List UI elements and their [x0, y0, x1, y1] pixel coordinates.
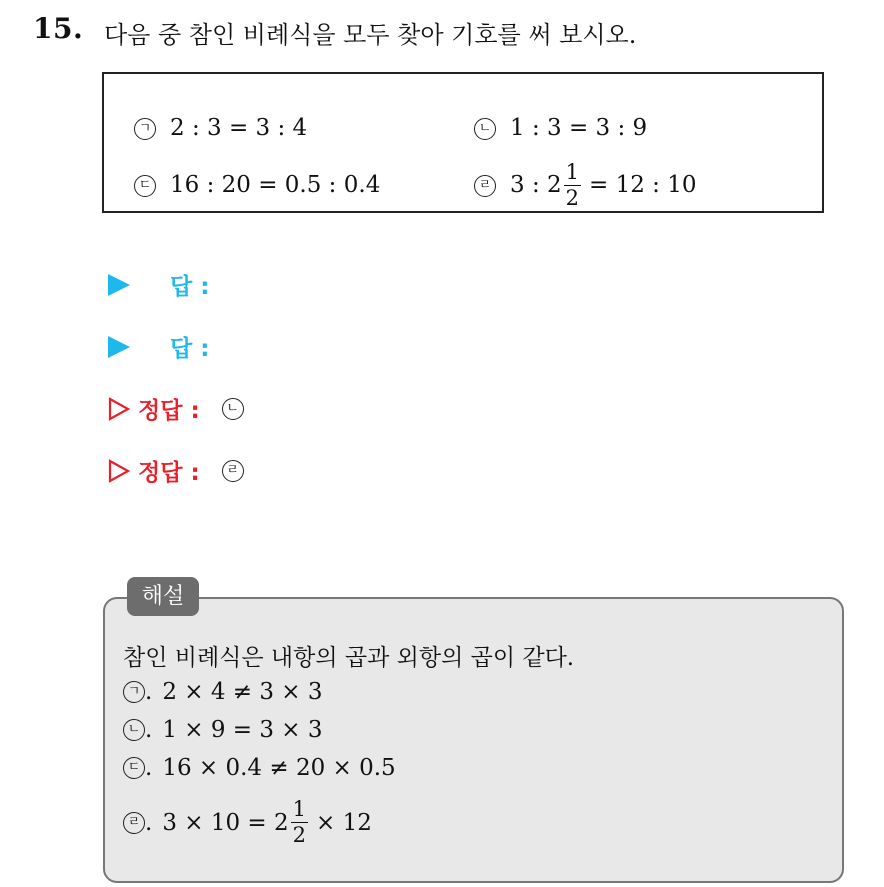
- explanation-expression-prefix: 3 × 10 = 2: [162, 809, 289, 836]
- explanation-expression: 16 × 0.4 ≠ 20 × 0.5: [162, 755, 396, 781]
- choice-2: [474, 117, 647, 140]
- explanation-tag: 해설: [127, 577, 199, 616]
- choice-expression: 16 : 20 = 0.5 : 0.4: [170, 172, 381, 198]
- question-text: 다음 중 참인 비례식을 모두 찾아 기호를 써 보시오.: [104, 21, 637, 49]
- play-arrow-icon: [108, 336, 130, 358]
- correct-answer-marker: ㄹ: [222, 460, 244, 482]
- explanation-line-3: [123, 755, 396, 781]
- choice-3: [134, 174, 380, 197]
- answer-blank-2[interactable]: [108, 330, 209, 363]
- explanation-marker: ㄹ: [123, 812, 145, 834]
- choice-expression-suffix: = 12 : 10: [589, 172, 697, 198]
- correct-answer-1: [108, 392, 244, 425]
- explanation-dot: .: [145, 679, 153, 705]
- explanation-marker: ㄴ: [123, 719, 145, 741]
- explanation-dot: .: [145, 755, 153, 781]
- answer-label: 답 :: [170, 274, 210, 300]
- fraction-denominator: 2: [565, 186, 580, 210]
- mixed-fraction: [564, 162, 581, 209]
- choice-marker: ㄹ: [474, 175, 496, 197]
- choice-1: [134, 117, 307, 140]
- answer-label: 답 :: [170, 336, 210, 362]
- explanation-expression: 2 × 4 ≠ 3 × 3: [162, 679, 323, 705]
- explanation-expression: 1 × 9 = 3 × 3: [162, 717, 323, 743]
- explanation-box: [103, 597, 844, 883]
- explanation-dot: .: [145, 809, 153, 836]
- mixed-fraction: [291, 799, 308, 846]
- choice-marker: ㄷ: [134, 175, 156, 197]
- fraction-denominator: 2: [292, 823, 307, 847]
- outline-arrow-icon: [108, 397, 130, 421]
- play-arrow-icon: [108, 274, 130, 296]
- choice-marker: ㄴ: [474, 118, 496, 140]
- correct-answer-marker: ㄴ: [222, 398, 244, 420]
- explanation-intro: 참인 비례식은 내항의 곱과 외항의 곱이 같다.: [123, 645, 575, 671]
- explanation-marker: ㄷ: [123, 757, 145, 779]
- correct-answer-label: 정답 :: [138, 460, 200, 486]
- explanation-marker: ㄱ: [123, 681, 145, 703]
- explanation-line-1: [123, 679, 323, 705]
- choice-expression: 2 : 3 = 3 : 4: [170, 115, 308, 141]
- correct-answer-2: [108, 454, 244, 487]
- explanation-line-2: [123, 717, 323, 743]
- choice-box: [102, 72, 824, 213]
- explanation-line-4: [123, 799, 372, 846]
- choice-marker: ㄱ: [134, 118, 156, 140]
- answer-blank-1[interactable]: [108, 268, 209, 301]
- choice-expression-prefix: 3 : 2: [510, 172, 562, 198]
- explanation-dot: .: [145, 717, 153, 743]
- explanation-expression-suffix: × 12: [316, 809, 372, 836]
- outline-arrow-icon: [108, 459, 130, 483]
- choice-expression: 1 : 3 = 3 : 9: [510, 115, 648, 141]
- choice-4: [474, 162, 697, 209]
- fraction-numerator: 1: [292, 797, 307, 821]
- correct-answer-label: 정답 :: [138, 398, 200, 424]
- question-number: 15.: [33, 12, 84, 45]
- fraction-numerator: 1: [565, 160, 580, 184]
